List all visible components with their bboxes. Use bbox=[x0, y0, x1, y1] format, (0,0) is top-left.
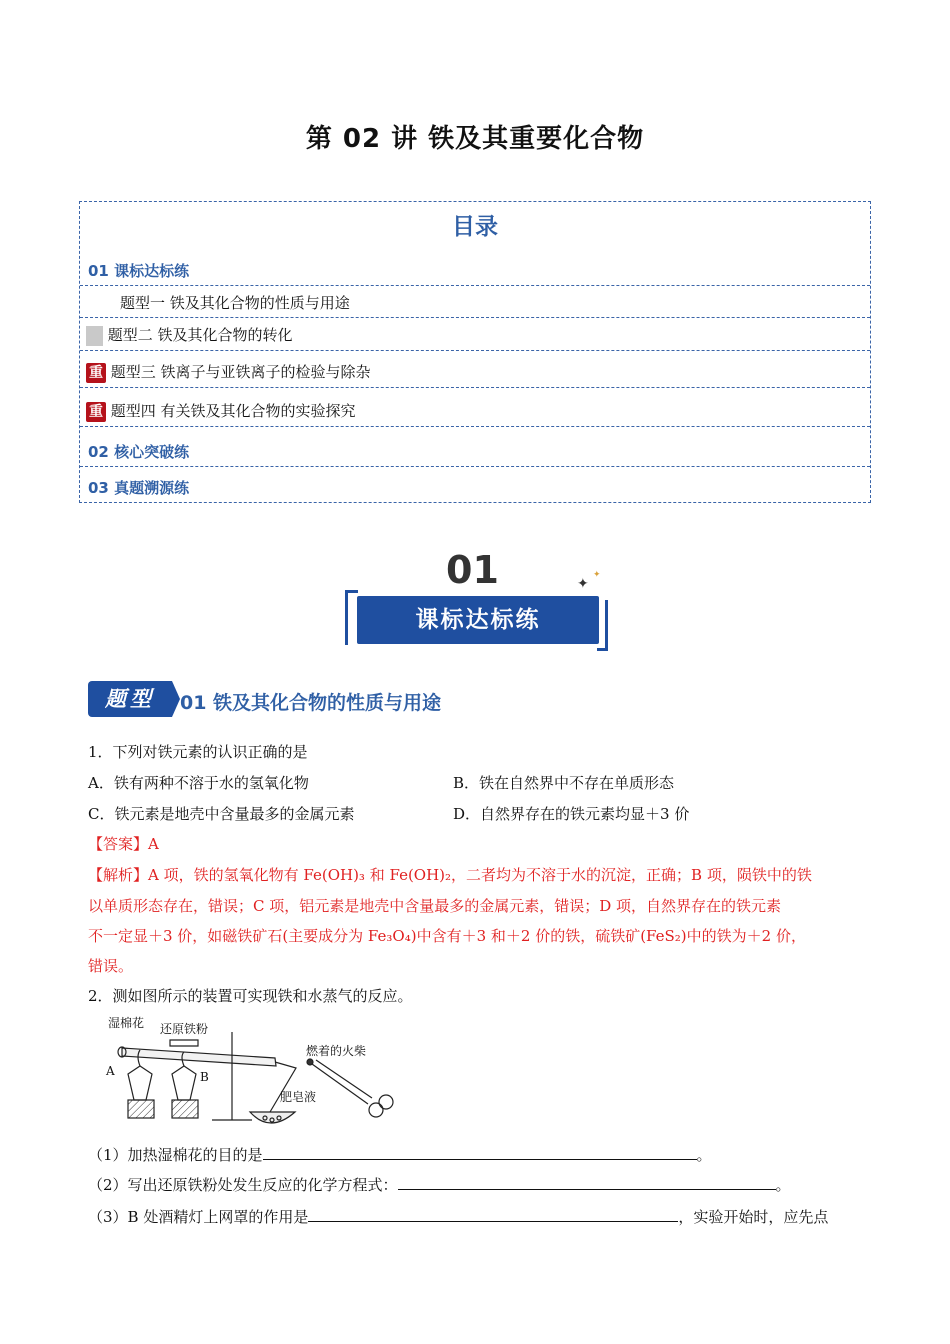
q2-sub-2 bbox=[88, 1175, 791, 1195]
sparkle-icon: ✦ bbox=[577, 576, 589, 592]
table-of-contents bbox=[79, 201, 871, 503]
toc-section-1[interactable] bbox=[80, 202, 870, 286]
q1-answer bbox=[88, 834, 159, 854]
toc-item-3-label: 题型三 铁离子与亚铁离子的检验与除杂 bbox=[110, 363, 371, 381]
toc-item-4[interactable] bbox=[80, 388, 870, 427]
toc-section-2[interactable] bbox=[80, 427, 870, 467]
q2-sub-1-end: 。 bbox=[696, 1146, 712, 1164]
toc-item-1[interactable] bbox=[80, 286, 870, 318]
apparatus-drawing bbox=[100, 1012, 400, 1134]
toc-item-3[interactable] bbox=[80, 351, 870, 388]
q1-stem: 1．下列对铁元素的认识正确的是 bbox=[88, 743, 308, 761]
q2-sub-3-end: ，实验开始时，应先点 bbox=[678, 1208, 829, 1226]
label-iron-powder: 还原铁粉 bbox=[160, 1022, 209, 1036]
q2-stem: 2．测如图所示的装置可实现铁和水蒸气的反应。 bbox=[88, 987, 413, 1005]
q1-analysis-line-1 bbox=[88, 865, 812, 885]
toc-item-4-label: 题型四 有关铁及其化合物的实验探究 bbox=[110, 402, 356, 420]
toc-section-3[interactable] bbox=[80, 467, 870, 502]
toc-item-1-label: 题型一 铁及其化合物的性质与用途 bbox=[120, 294, 350, 312]
q1-option-c: C．铁元素是地壳中含量最多的金属元素 bbox=[88, 805, 355, 823]
bracket-decoration bbox=[597, 600, 608, 651]
analysis-label: 【解析】 bbox=[88, 866, 149, 884]
topic-title: 01 铁及其化合物的性质与用途 bbox=[180, 692, 442, 714]
banner-label: 课标达标练 bbox=[415, 607, 541, 633]
analysis-text: A 项，铁的氢氧化物有 Fe(OH)₃ 和 Fe(OH)₂，二者均为不溶于水的沉淀，正确；B 项，陨铁中的铁 bbox=[148, 866, 812, 884]
toc-item-2[interactable] bbox=[80, 318, 870, 351]
label-b: B bbox=[200, 1070, 209, 1084]
answer-label: 【答案】 bbox=[88, 835, 149, 853]
label-soap-solution: 肥皂液 bbox=[280, 1090, 317, 1104]
topic-tag-arrow bbox=[172, 681, 180, 717]
apparatus-figure bbox=[100, 1012, 400, 1134]
answer-blank[interactable] bbox=[398, 1175, 776, 1190]
answer-blank[interactable] bbox=[263, 1145, 697, 1160]
important-badge-icon: 重 bbox=[86, 363, 106, 383]
toc-item-2-label: 题型二 铁及其化合物的转化 bbox=[107, 326, 293, 344]
toc-section-2-label: 02 核心突破练 bbox=[88, 443, 190, 461]
topic-tag: 题型 bbox=[88, 681, 172, 717]
q2-sub-2-text: （2）写出还原铁粉处发生反应的化学方程式： bbox=[88, 1176, 398, 1194]
toc-heading: 目录 bbox=[452, 214, 498, 240]
toc-section-1-label: 01 课标达标练 bbox=[88, 262, 190, 280]
q2-sub-1-text: （1）加热湿棉花的目的是 bbox=[88, 1146, 263, 1164]
q1-option-d: D．自然界存在的铁元素均显＋3 价 bbox=[453, 805, 690, 823]
answer-blank[interactable] bbox=[308, 1207, 678, 1222]
q2-sub-2-end: 。 bbox=[775, 1176, 791, 1194]
label-a: A bbox=[106, 1064, 115, 1078]
q1-analysis-line-2: 以单质形态存在，错误；C 项，铝元素是地壳中含量最多的金属元素，错误；D 项，自然界存在的铁元素 bbox=[88, 897, 782, 915]
q1-analysis-line-3: 不一定显＋3 价，如磁铁矿石(主要成分为 Fe₃O₄)中含有＋3 和＋2 价的铁，硫铁矿(FeS₂)中的铁为＋2 价， bbox=[88, 927, 806, 945]
sparkle-icon: ✦ bbox=[593, 570, 601, 580]
q2-sub-3-text: （3）B 处酒精灯上网罩的作用是 bbox=[88, 1208, 309, 1226]
q1-option-b: B．铁在自然界中不存在单质形态 bbox=[453, 774, 675, 792]
q1-analysis-line-4: 错误。 bbox=[88, 957, 134, 975]
answer-value: A bbox=[148, 835, 159, 853]
placeholder-badge-icon bbox=[86, 326, 103, 346]
toc-section-3-label: 03 真题溯源练 bbox=[88, 479, 190, 497]
important-badge-icon: 重 bbox=[86, 402, 106, 422]
label-wet-cotton: 湿棉花 bbox=[108, 1016, 145, 1030]
q1-option-a: A．铁有两种不溶于水的氢氧化物 bbox=[88, 774, 309, 792]
label-burning-match: 燃着的火柴 bbox=[306, 1044, 367, 1058]
q2-sub-3 bbox=[88, 1207, 828, 1227]
banner-number: 01 bbox=[446, 548, 499, 592]
q2-sub-1 bbox=[88, 1145, 712, 1165]
section-banner bbox=[345, 548, 610, 653]
page-title: 第 02 讲 铁及其重要化合物 bbox=[305, 124, 645, 154]
